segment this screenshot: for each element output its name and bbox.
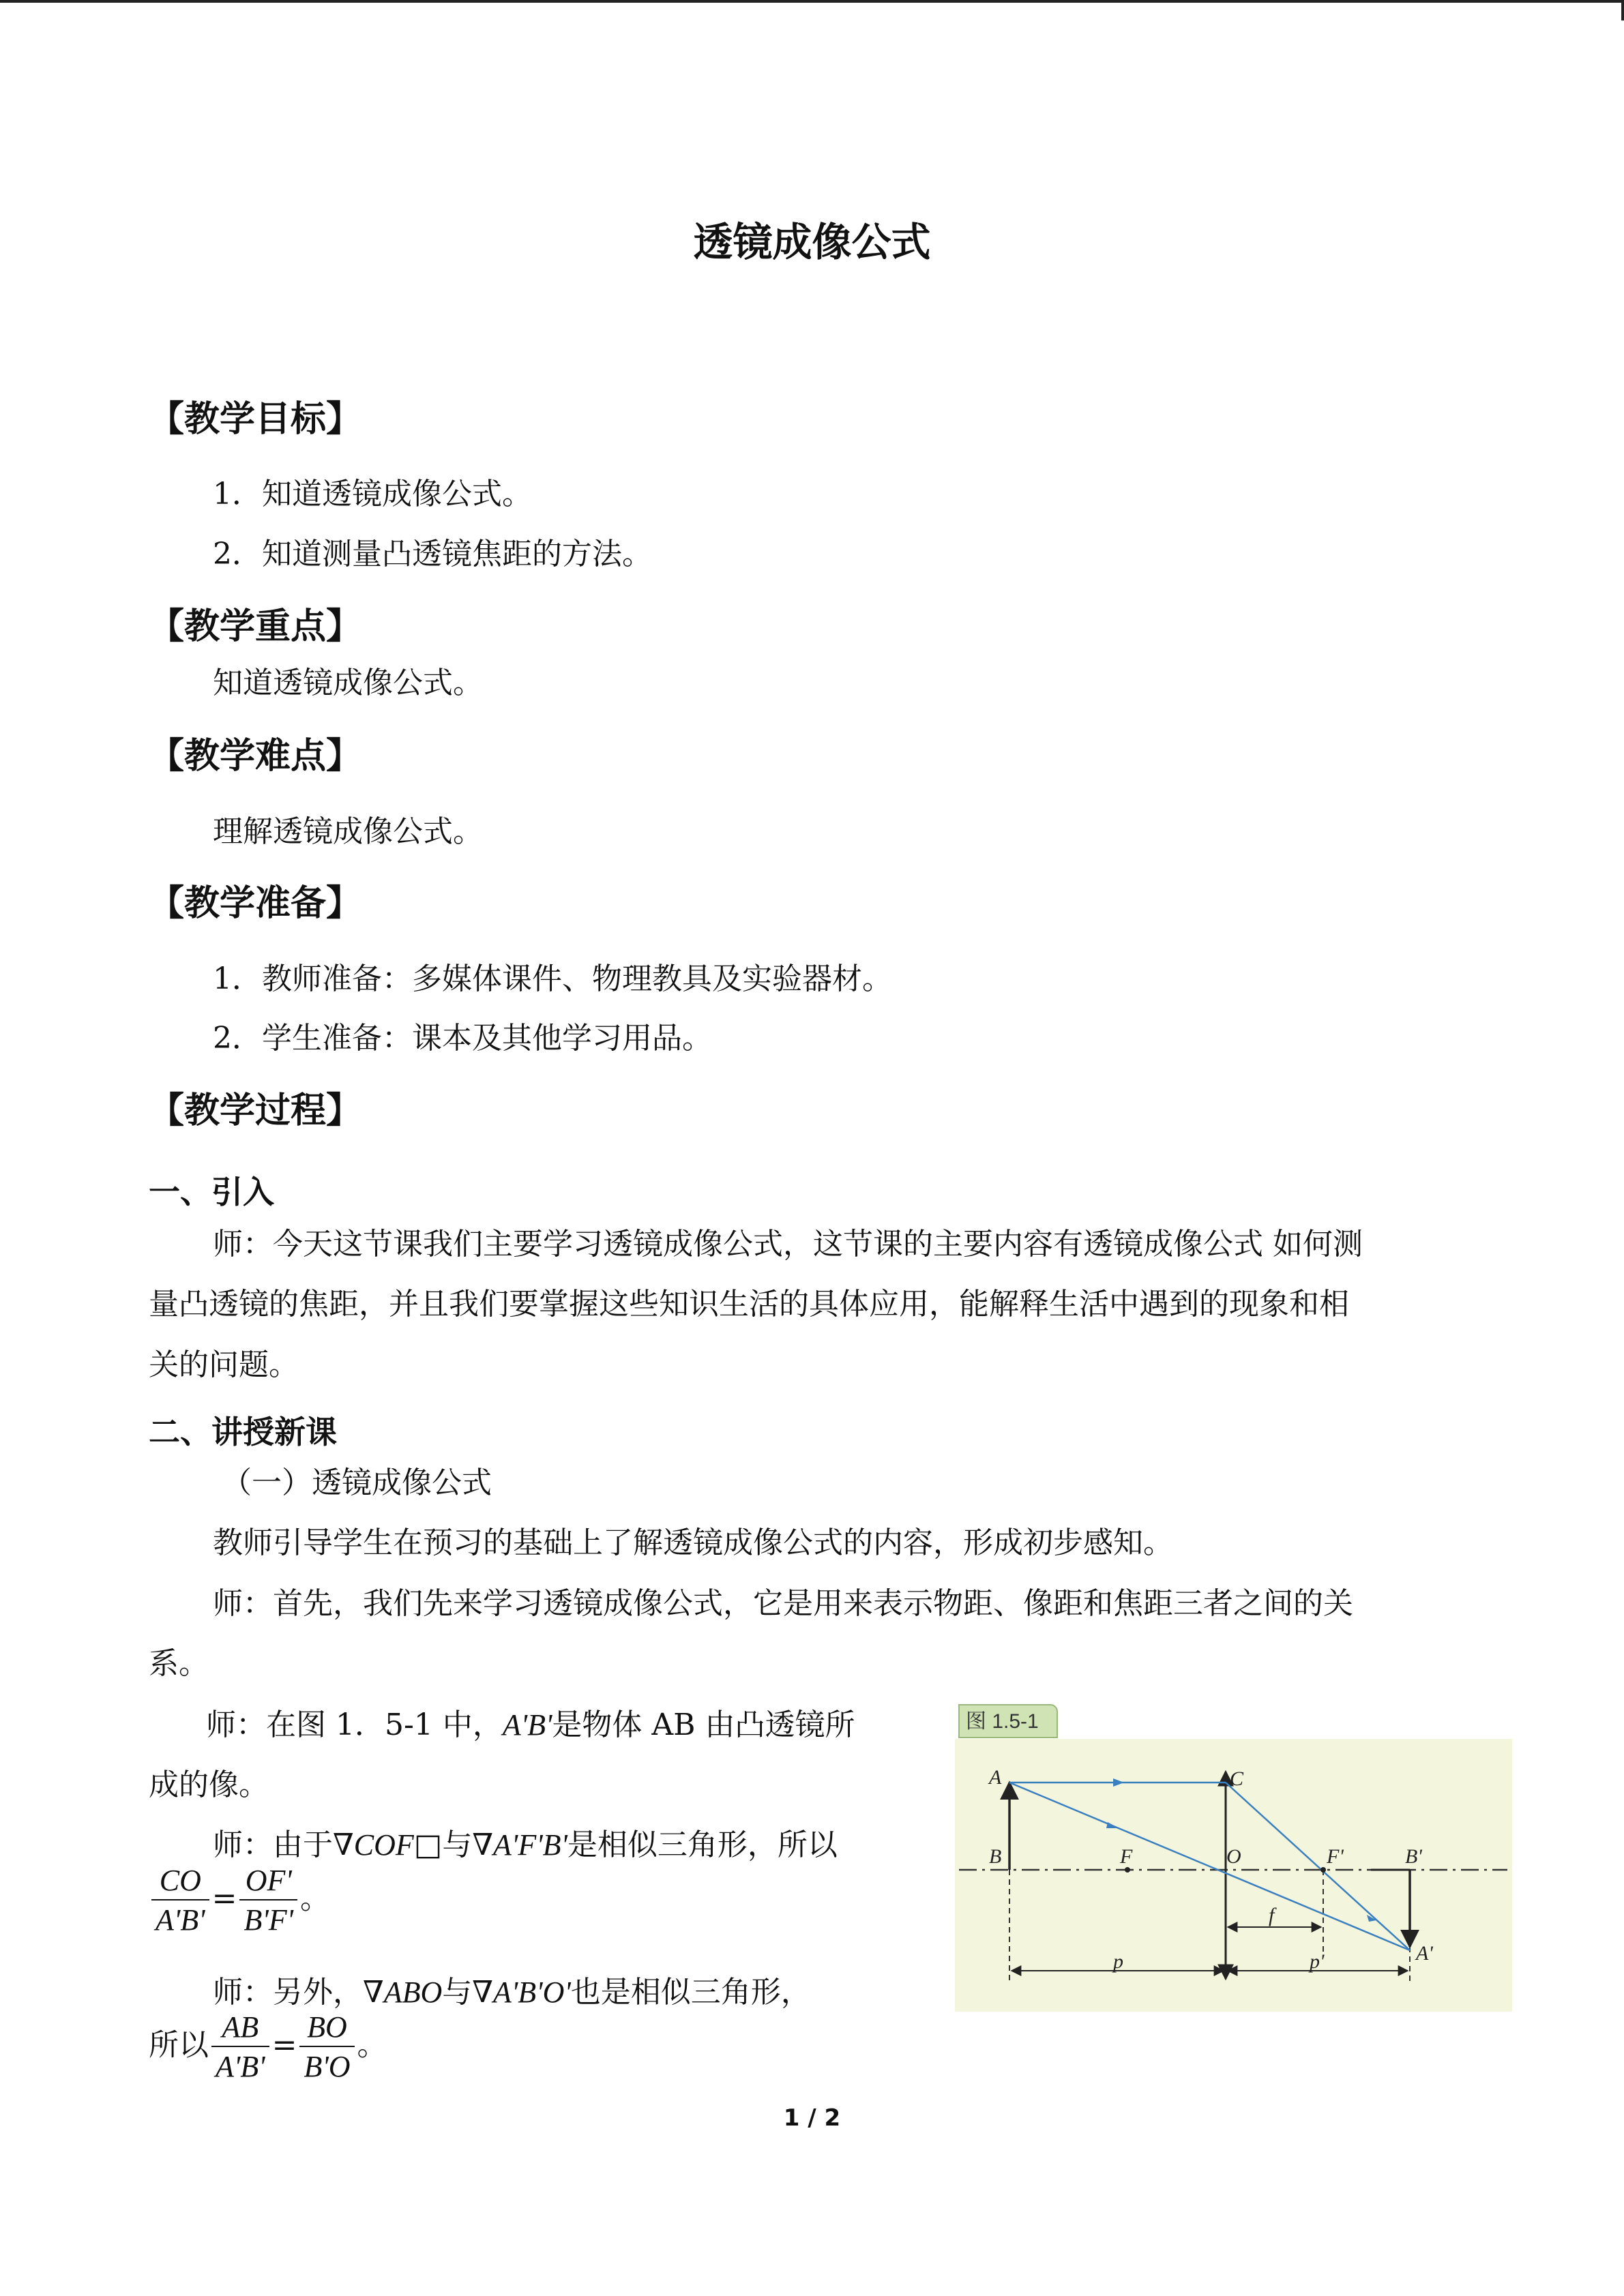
fraction-denominator: B'O [304,2050,351,2083]
text-span: 。 [300,1881,331,1916]
math-expression: ∇A'F'B' [472,1828,567,1862]
paragraph-line: 教师引导学生在预习的基础上了解透镜成像公式的内容，形成初步感知。 [213,1525,1173,1560]
paragraph-line: 系。 [149,1646,209,1681]
label-F-prime: F' [1327,1845,1344,1868]
formula-line [149,1865,330,1936]
text-span: 是相似三角形，所以 [567,1828,838,1862]
page-title: 透镜成像公式 [693,219,931,265]
page-number: 1 / 2 [783,2104,841,2132]
fraction [151,1865,209,1936]
label-B: B [989,1845,1002,1868]
label-p: p [1113,1950,1123,1973]
section-new-lesson-title: 二、讲授新课 [149,1414,337,1450]
fraction-numerator: BO [299,2012,354,2047]
label-f: f [1269,1904,1275,1926]
paragraph-line [213,1830,838,1860]
equals-sign: = [211,1881,237,1916]
heading-process: 【教学过程】 [149,1090,362,1131]
figure-caption: 图 1.5-1 [966,1710,1039,1733]
label-O: O [1226,1845,1241,1868]
fraction-numerator: OF' [239,1865,297,1900]
fraction-denominator: A'B' [216,2050,265,2083]
text-span: 师：由于 [213,1828,333,1862]
text-span: 也是相似三角形， [570,1975,811,2010]
fraction [299,2012,354,2083]
key-point-text: 知道透镜成像公式。 [213,666,483,700]
paragraph-line: 师：今天这节课我们主要学习透镜成像公式，这节课的主要内容有透镜成像公式 如何测 [213,1227,1363,1262]
focal-point-dot [1320,1867,1326,1873]
text-span: 所以 [149,2027,209,2063]
fraction-denominator: B'F' [243,1903,294,1937]
text-span: 与 [442,1828,473,1862]
formula-line [149,2012,387,2083]
goal-item: 1．知道透镜成像公式。 [213,477,532,511]
math-expression: ∇ABO [363,1976,443,2009]
corner-border [1621,0,1624,20]
paragraph-line: 成的像。 [149,1768,269,1802]
heading-key-points: 【教学重点】 [149,606,362,647]
preparation-item: 1．教师准备：多媒体课件、物理教具及实验器材。 [213,961,892,996]
label-A-prime: A' [1416,1942,1433,1965]
fraction [211,2012,269,2083]
text-span: 是物体 AB 由凸透镜所 [552,1708,855,1742]
text-span: 师：在图 1．5-1 中， [206,1708,503,1742]
paragraph-line: 关的问题。 [149,1347,299,1382]
goal-item: 2．知道测量凸透镜焦距的方法。 [213,537,652,571]
fraction-numerator: CO [151,1865,209,1900]
text-span: □ [413,1828,443,1862]
math-expression: ∇A'B'O' [472,1976,571,2009]
difficulty-text: 理解透镜成像公式。 [213,814,483,849]
text-span: 师：另外， [213,1975,363,2010]
label-C: C [1230,1768,1244,1790]
fraction-denominator: A'B' [156,1903,205,1937]
paragraph-line: 量凸透镜的焦距，并且我们要掌握这些知识生活的具体应用，能解释生活中遇到的现象和相 [149,1287,1349,1322]
fraction [239,1865,297,1936]
math-expression: A'B' [502,1708,552,1742]
heading-difficulties: 【教学难点】 [149,736,362,777]
section-intro-title: 一、引入 [149,1174,274,1210]
paragraph-line [213,1975,811,2010]
preparation-item: 2．学生准备：课本及其他学习用品。 [213,1021,712,1056]
paragraph-line: 师：首先，我们先来学习透镜成像公式，它是用来表示物距、像距和焦距三者之间的关 [213,1586,1353,1621]
equals-sign: = [271,2027,297,2063]
lens-diagram-figure [955,1698,1512,2012]
subsection-title: （一）透镜成像公式 [222,1465,492,1500]
text-span: 。 [357,2027,387,2063]
paragraph-line [206,1710,855,1740]
text-span: 与 [442,1975,473,2010]
focal-point-dot [1125,1867,1130,1873]
label-A: A [989,1766,1002,1789]
heading-goals: 【教学目标】 [149,399,362,440]
label-p-prime: p' [1310,1950,1325,1973]
heading-preparation: 【教学准备】 [149,883,362,924]
math-expression: ∇COF [333,1828,414,1862]
top-border [0,0,1624,3]
fraction-numerator: AB [211,2012,269,2047]
label-F: F [1120,1845,1133,1868]
label-B-prime: B' [1405,1845,1422,1868]
